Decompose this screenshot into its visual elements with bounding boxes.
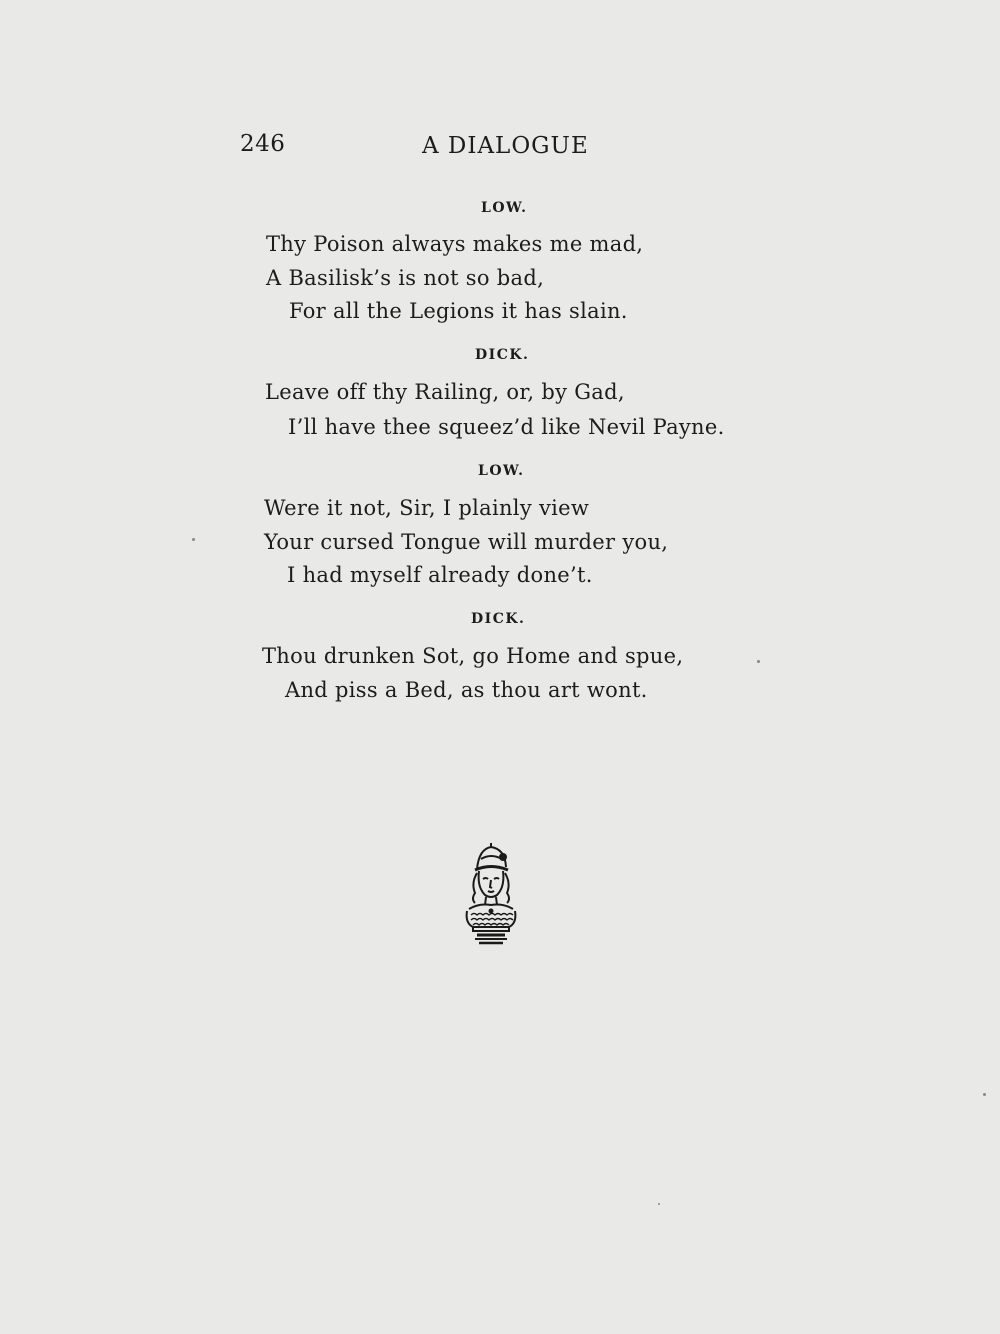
classical-bust-icon [459, 843, 523, 947]
paper-speck [658, 1203, 660, 1205]
page-number: 246 [240, 131, 286, 157]
speaker-label: LOW. [481, 200, 528, 216]
verse-line: Your cursed Tongue will murder you, [264, 530, 669, 554]
paper-speck [757, 660, 760, 663]
verse-line: Thy Poison always makes me mad, [266, 232, 644, 256]
speaker-label: LOW. [478, 463, 525, 479]
paper-speck [983, 1093, 986, 1096]
verse-line: For all the Legions it has slain. [289, 299, 628, 323]
verse-line: A Basilisk’s is not so bad, [266, 266, 545, 290]
running-head-title: A DIALOGUE [422, 133, 589, 159]
verse-line: Thou drunken Sot, go Home and spue, [262, 644, 684, 668]
verse-line: Were it not, Sir, I plainly view [264, 496, 590, 520]
verse-line: And piss a Bed, as thou art wont. [285, 678, 648, 702]
verse-line: I had myself already done’t. [287, 563, 593, 587]
speaker-label: DICK. [475, 347, 530, 363]
verse-line: I’ll have thee squeez’d like Nevil Payne. [288, 415, 725, 439]
verse-line: Leave off thy Railing, or, by Gad, [265, 380, 625, 404]
paper-speck [192, 538, 195, 541]
speaker-label: DICK. [471, 611, 526, 627]
